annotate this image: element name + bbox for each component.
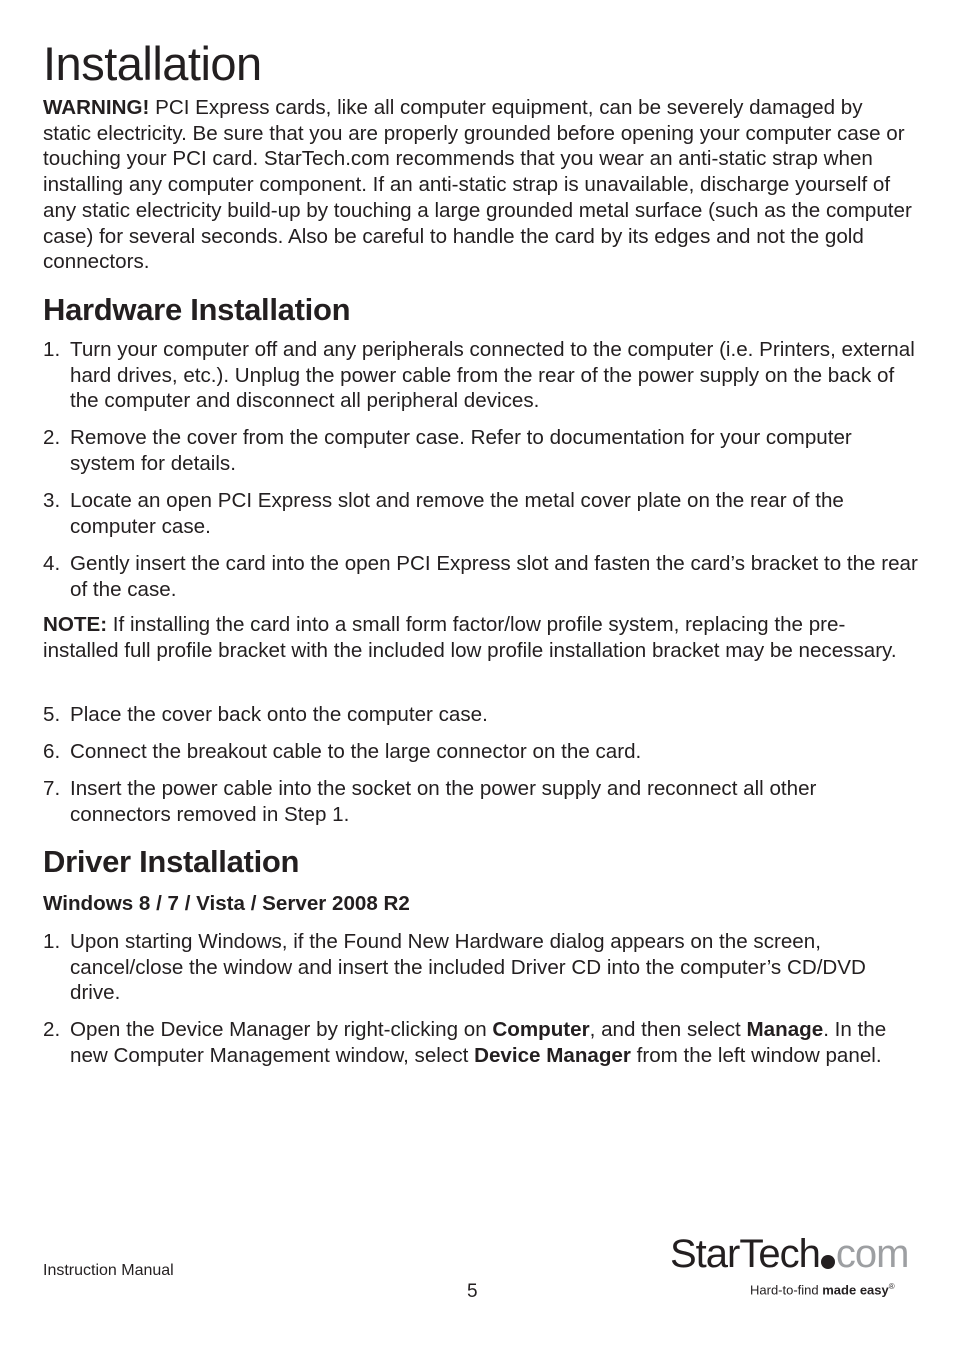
driver-steps-list xyxy=(43,929,918,1080)
step-text: Place the cover back onto the computer case. xyxy=(70,703,488,726)
step-text: Turn your computer off and any peripherals connected to the computer (i.e. Printers, external hard drives, etc.). Unplug the power cable from the rear of the power supply on the back of the computer and disconnect all peripheral devices. xyxy=(70,338,915,413)
manage-term: Manage xyxy=(746,1018,824,1042)
list-item xyxy=(43,739,918,765)
tagline-bold: made easy xyxy=(822,1282,889,1298)
note-label: NOTE: xyxy=(43,613,108,636)
step-text xyxy=(70,1018,886,1067)
list-item xyxy=(43,337,918,414)
os-subheading: Windows 8 / 7 / Vista / Server 2008 R2 xyxy=(43,892,410,915)
step-text-part: from the left window panel. xyxy=(630,1044,882,1068)
step-number: 1. xyxy=(43,338,61,361)
warning-paragraph xyxy=(43,95,913,275)
registered-mark: ® xyxy=(888,1282,895,1291)
list-item xyxy=(43,551,918,602)
list-item xyxy=(43,702,918,728)
warning-text: PCI Express cards, like all computer equipment, can be severely damaged by static electricity. Be sure that you are properly grounded before opening your computer case or touching your PCI card. StarTech.com recommends that you wear an anti-static strap when installing any computer component. If an anti-static strap is unavailable, discharge yourself of any static electricity build-up by touching a large grounded metal surface (such as the computer case) for several seconds. Also be careful to handle the card by its edges and not the gold connectors. xyxy=(43,96,912,274)
step-text-part: . In the new Computer Management window, select xyxy=(70,1018,887,1068)
logo-wordmark xyxy=(670,1230,908,1278)
step-number: 6. xyxy=(43,740,61,763)
list-item xyxy=(43,1017,918,1068)
computer-term: Computer xyxy=(492,1018,590,1042)
tagline-regular: Hard-to-find xyxy=(750,1282,823,1298)
note-paragraph xyxy=(43,612,913,663)
list-item xyxy=(43,425,918,476)
device-manager-term: Device Manager xyxy=(474,1044,631,1068)
driver-heading: Driver Installation xyxy=(43,844,300,879)
logo-com-text: com xyxy=(835,1232,909,1276)
step-number: 3. xyxy=(43,489,61,513)
footer-manual-label: Instruction Manual xyxy=(43,1262,174,1279)
list-item xyxy=(43,776,918,827)
step-text: Connect the breakout cable to the large connector on the card. xyxy=(70,740,642,763)
page-title: Installation xyxy=(43,37,262,90)
logo-dot-icon xyxy=(821,1255,835,1269)
hardware-heading: Hardware Installation xyxy=(43,292,351,327)
hardware-steps-list xyxy=(43,337,918,614)
step-text: Upon starting Windows, if the Found New Hardware dialog appears on the screen, cancel/close the window and insert the included Driver CD into the computer’s CD/DVD drive. xyxy=(70,930,866,1005)
step-text-part: , and then select xyxy=(589,1018,747,1042)
step-text: Insert the power cable into the socket on the power supply and reconnect all other connectors removed in Step 1. xyxy=(70,777,817,826)
warning-label: WARNING! xyxy=(43,96,150,119)
list-item xyxy=(43,488,918,539)
logo-main-text: StarTech xyxy=(670,1232,820,1276)
list-item xyxy=(43,929,918,1006)
step-text: Gently insert the card into the open PCI Express slot and fasten the card’s bracket to the rear of the case. xyxy=(70,551,918,601)
step-number: 5. xyxy=(43,703,61,726)
step-number: 1. xyxy=(43,930,61,953)
logo-tagline xyxy=(750,1282,895,1297)
page-number: 5 xyxy=(467,1281,478,1302)
hardware-steps-list-continued xyxy=(43,702,918,839)
step-text-part: Open the Device Manager by right-clicking on xyxy=(70,1018,493,1042)
step-number: 2. xyxy=(43,426,61,450)
step-number: 7. xyxy=(43,777,61,800)
startech-logo xyxy=(670,1230,910,1305)
step-text: Remove the cover from the computer case. Refer to documentation for your computer system for details. xyxy=(70,426,852,476)
step-number: 2. xyxy=(43,1018,61,1042)
step-text: Locate an open PCI Express slot and remove the metal cover plate on the rear of the computer case. xyxy=(70,489,844,538)
step-number: 4. xyxy=(43,551,61,575)
note-text: If installing the card into a small form factor/low profile system, replacing the pre-installed full profile bracket with the included low profile installation bracket may be necessary. xyxy=(43,613,897,662)
